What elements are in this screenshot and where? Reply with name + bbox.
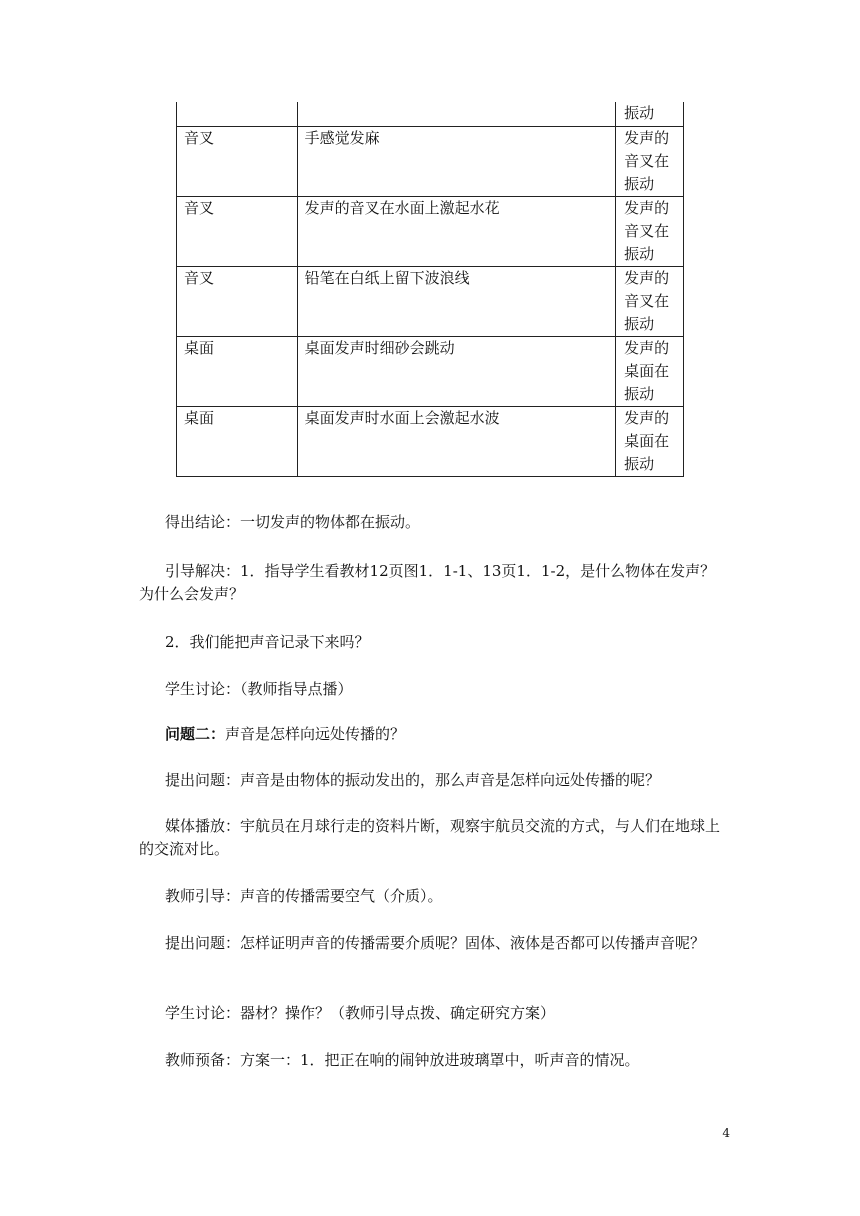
paragraph-discussion-1: 学生讨论：（教师指导点播） xyxy=(165,680,353,698)
table-row xyxy=(177,197,684,267)
table-row xyxy=(177,337,684,407)
problem-two-label: 问题二： xyxy=(165,725,226,743)
table-cell-phenomenon: 手感觉发麻 xyxy=(297,127,616,197)
paragraph-record-question: 2．我们能把声音记录下来吗？ xyxy=(165,633,370,651)
paragraph-discussion-2: 学生讨论：器材？操作？（教师引导点拨、确定研究方案） xyxy=(165,1004,556,1022)
table-cell-conclusion: 发声的桌面在振动 xyxy=(616,337,684,407)
table-cell-phenomenon: 发声的音叉在水面上激起水花 xyxy=(297,197,616,267)
table-row xyxy=(177,102,684,127)
table-cell-conclusion: 发声的音叉在振动 xyxy=(616,267,684,337)
table-row xyxy=(177,407,684,477)
paragraph-ask-2: 提出问题：怎样证明声音的传播需要介质呢？固体、液体是否都可以传播声音呢？ xyxy=(165,934,706,952)
experiment-table xyxy=(176,102,684,477)
paragraph-media: 媒体播放：宇航员在月球行走的资料片断，观察宇航员交流的方式，与人们在地球上的交流对比。 xyxy=(139,817,721,858)
table-cell-object xyxy=(177,102,298,127)
paragraph-ask-1: 提出问题：声音是由物体的振动发出的，那么声音是怎样向远处传播的呢？ xyxy=(165,771,661,789)
problem-two-text: 声音是怎样向远处传播的？ xyxy=(225,725,406,743)
paragraph-teacher-prep: 教师预备：方案一：1．把正在响的闹钟放进玻璃罩中，听声音的情况。 xyxy=(165,1051,640,1069)
table-cell-object: 桌面 xyxy=(177,407,298,477)
table-cell-conclusion: 发声的音叉在振动 xyxy=(616,127,684,197)
table-cell-phenomenon: 桌面发声时水面上会激起水波 xyxy=(297,407,616,477)
table-cell-object: 桌面 xyxy=(177,337,298,407)
paragraph-conclusion: 得出结论：一切发声的物体都在振动。 xyxy=(165,513,421,531)
paragraph-problem-two xyxy=(139,723,729,746)
table-cell-conclusion: 振动 xyxy=(616,102,684,127)
page-number: 4 xyxy=(722,1126,730,1140)
table-cell-object: 音叉 xyxy=(177,127,298,197)
table-cell-phenomenon: 桌面发声时细砂会跳动 xyxy=(297,337,616,407)
table-cell-object: 音叉 xyxy=(177,197,298,267)
paragraph-teacher-guide: 教师引导：声音的传播需要空气（介质）。 xyxy=(165,887,443,905)
table-row xyxy=(177,267,684,337)
table-cell-conclusion: 发声的音叉在振动 xyxy=(616,197,684,267)
table-cell-phenomenon: 铅笔在白纸上留下波浪线 xyxy=(297,267,616,337)
table-cell-object: 音叉 xyxy=(177,267,298,337)
paragraph-guide: 引导解决：1．指导学生看教材12页图1．1-1、13页1．1-2，是什么物体在发声？为什么会发声？ xyxy=(139,562,716,603)
table-cell-phenomenon xyxy=(297,102,616,127)
table-row xyxy=(177,127,684,197)
table-cell-conclusion: 发声的桌面在振动 xyxy=(616,407,684,477)
